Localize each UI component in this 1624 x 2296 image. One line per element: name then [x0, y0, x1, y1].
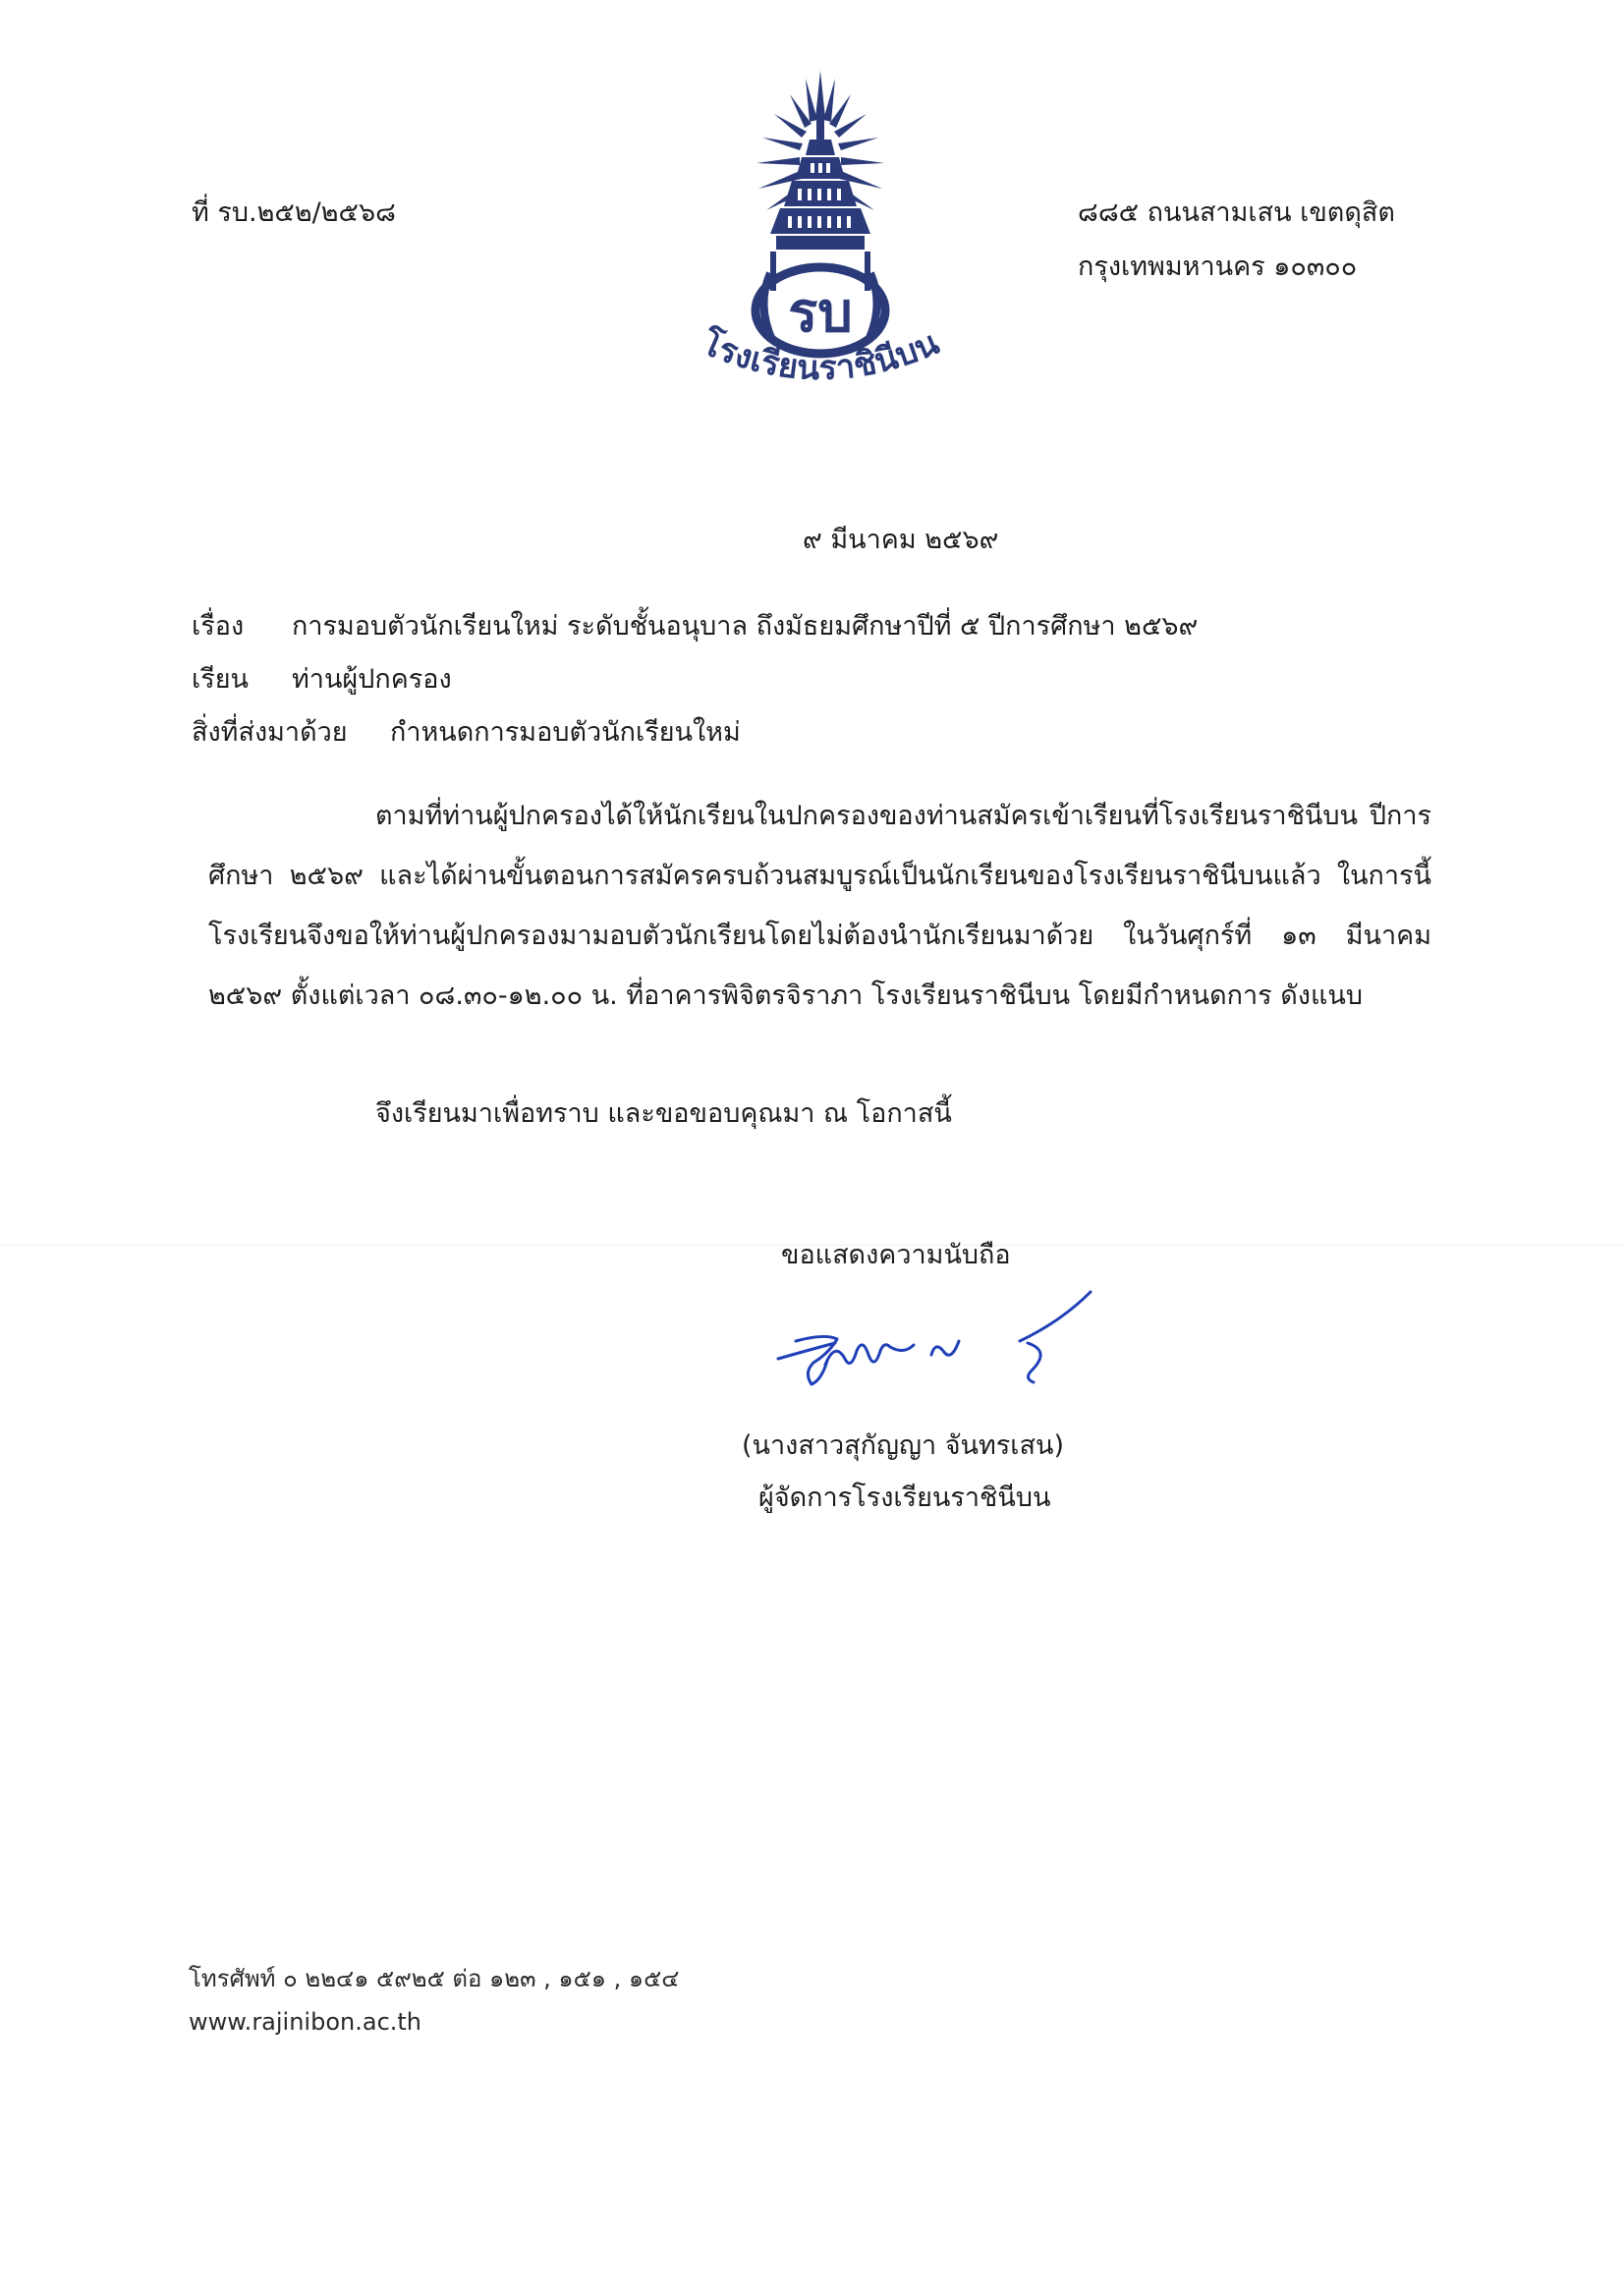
school-crest-logo — [688, 59, 953, 403]
recipient-value: ท่านผู้ปกครอง — [292, 664, 452, 695]
enclosure-label: สิ่งที่ส่งมาด้วย — [192, 717, 348, 748]
enclosure-value: กำหนดการมอบตัวนักเรียนใหม่ — [390, 717, 741, 748]
letter-date: ๙ มีนาคม ๒๕๖๙ — [803, 525, 999, 555]
signer-name: (นางสาวสุกัญญา จันทรเสน) — [742, 1430, 1064, 1461]
subject-value: การมอบตัวนักเรียนใหม่ ระดับชั้นอนุบาล ถึงมัธยมศึกษาปีที่ ๕ ปีการศึกษา ๒๕๖๙ — [292, 611, 1199, 642]
subject-label: เรื่อง — [192, 611, 245, 642]
school-address-line2: กรุงเทพมหานคร ๑๐๓๐๐ — [1078, 252, 1358, 282]
footer-website[interactable]: www.rajinibon.ac.th — [189, 2008, 422, 2036]
footer-phone: โทรศัพท์ ๐ ๒๒๔๑ ๕๙๒๕ ต่อ ๑๒๓ , ๑๕๑ , ๑๕๔ — [189, 1965, 680, 1992]
recipient-label: เรียน — [192, 664, 250, 695]
school-address-line1: ๘๘๕ ถนนสามเสน เขตดุสิต — [1078, 197, 1395, 228]
crest-monogram: รบ — [788, 281, 853, 345]
crest-school-name: โรงเรียนราชินีบน — [696, 322, 945, 389]
signature-image — [766, 1282, 1100, 1410]
document-number: ที่ รบ.๒๕๒/๒๕๖๘ — [192, 197, 396, 228]
body-paragraph-1: ตามที่ท่านผู้ปกครองได้ให้นักเรียนในปกครองของท่านสมัครเข้าเรียนที่โรงเรียนราชินีบน ปีการศึกษา ๒๕๖๙ และได้ผ่านขั้นตอนการสมัครครบถ้วนสมบูรณ์เป็นนักเรียนของโรงเรียนราชินีบนแล้ว ในการนี้โรงเรียนจึงขอให้ท่านผู้ปกครองมามอบตัวนักเรียนโดยไม่ต้องนำนักเรียนมาด้วย ในวันศุกร์ที่ ๑๓ มีนาคม ๒๕๖๙ ตั้งแต่เวลา ๐๘.๓๐-๑๒.๐๐ น. ที่อาคารพิจิตรจิราภา โรงเรียนราชินีบน โดยมีกำหนดการ ดังแนบ — [208, 801, 1431, 1011]
valediction: ขอแสดงความนับถือ — [781, 1240, 1011, 1270]
body-paragraph-2: จึงเรียนมาเพื่อทราบ และขอขอบคุณมา ณ โอกาสนี้ — [375, 1098, 952, 1129]
signer-title: ผู้จัดการโรงเรียนราชินีบน — [758, 1483, 1051, 1513]
